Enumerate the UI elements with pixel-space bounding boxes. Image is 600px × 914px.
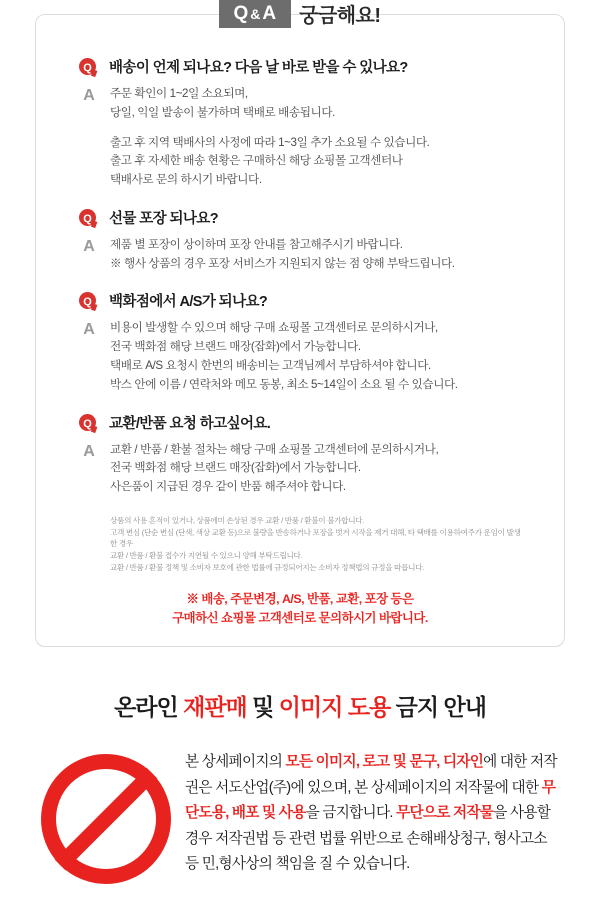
faq-question-row [78, 57, 522, 78]
faq-answer-lines [110, 441, 522, 497]
faq-answer-line: 출고 후 자세한 배송 현황은 구매하신 해당 쇼핑몰 고객센터나 [110, 154, 403, 168]
red-notice-line: 구매하신 쇼핑몰 고객센터로 문의하시기 바랍니다. [172, 610, 428, 625]
red-notice [78, 590, 522, 628]
question-mark-icon [78, 413, 100, 434]
copyright-title-part: 온라인 [114, 694, 184, 721]
answer-mark: A [83, 87, 95, 104]
question-mark-icon [78, 57, 100, 78]
answer-mark: A [83, 321, 95, 339]
faq-answer-line: 전국 백화점 해당 브랜드 매장(잡화)에서 가능합니다. [110, 461, 361, 475]
copyright-title [35, 689, 565, 722]
qa-title: 궁금해요! [299, 5, 381, 27]
faq-answer-line: 비용이 발생할 수 있으며 해당 구매 쇼핑몰 고객센터로 문의하시거나, [110, 321, 438, 335]
faq-answer-lines [110, 319, 522, 394]
copyright-title-part-highlight: 재판매 [183, 694, 247, 721]
faq-question-row [78, 208, 522, 229]
faq-answer-row [78, 85, 522, 190]
faq-item [78, 413, 522, 497]
fineprint-block [110, 515, 522, 574]
faq-item [78, 57, 522, 190]
copyright-text-highlight: 무단으로 저작물 [396, 805, 494, 822]
copyright-title-part: 금지 안내 [390, 694, 486, 721]
faq-answer-lines [110, 85, 522, 190]
answer-mark: A [83, 237, 95, 255]
svg-text:Q: Q [83, 417, 92, 430]
faq-answer-line: 전국 백화점 해당 브랜드 매장(잡화)에서 가능합니다. [110, 340, 361, 354]
faq-answer-line: 제품 별 포장이 상이하며 포장 안내를 참고해주시기 바랍니다. [110, 237, 403, 251]
faq-answer-line: 박스 안에 이름 / 연락처와 메모 동봉, 최소 5~14일이 소요 될 수 있습니다. [110, 377, 458, 391]
fineprint-line: 교환 / 반품 / 환불 접수가 지연될 수 있으니 양해 부탁드립니다. [110, 551, 303, 561]
qa-badge-q: Q [233, 3, 250, 24]
copyright-text-segment: 을 금지합니다. [305, 805, 397, 822]
copyright-text-highlight: 모든 이미지, 로고 및 문구, 디자인 [285, 754, 484, 771]
faq-answer-line: 사은품이 지급된 경우 같이 반품 해주셔야 합니다. [110, 480, 346, 494]
faq-question-text: 백화점에서 A/S가 되나요? [109, 294, 268, 311]
fineprint-line: 상품의 사용 흔적이 있거나, 상품에미 손상된 경우 교환 / 반품 / 환불이 불가합니다. [110, 515, 365, 525]
fineprint-line: 고객 변심 (단순 변심 (단색, 색상 교환 등)으로 불량을 반송하거나 포장을 벗겨 시작을 제거 대해, 타 택배를 이용하여주가 운임이 발생한 경우 [110, 527, 521, 549]
svg-text:Q: Q [83, 62, 92, 74]
qa-header [36, 0, 564, 28]
svg-text:Q: Q [83, 296, 92, 309]
faq-body [36, 49, 564, 628]
faq-answer-lines [110, 236, 522, 274]
faq-answer-line: 출고 후 지역 택배사의 사정에 따라 1~3일 추가 소요될 수 있습니다. [110, 135, 430, 149]
faq-answer-line: 주문 확인이 1~2일 소요되며, [110, 87, 248, 100]
faq-answer-row [78, 236, 522, 274]
faq-item [78, 208, 522, 274]
faq-question-row [78, 413, 522, 434]
copyright-title-part: 및 [246, 694, 279, 721]
qa-badge [219, 0, 291, 28]
copyright-paragraph [185, 748, 559, 878]
faq-answer-line: 택배로 A/S 요청시 한번의 배송비는 고객님께서 부담하셔야 합니다. [110, 359, 431, 373]
faq-answer-line: 교환 / 반품 / 환불 절차는 해당 구매 쇼핑몰 고객센터에 문의하시거나, [110, 442, 439, 456]
faq-answer-line: 당일, 익일 발송이 불가하며 택배로 배송됩니다. [110, 105, 335, 119]
faq-question-text: 배송이 언제 되나요? 다음 날 바로 받을 수 있나요? [109, 60, 408, 76]
answer-mark: A [83, 442, 95, 460]
faq-question-row [78, 291, 522, 312]
question-mark-icon [78, 208, 100, 229]
faq-card [35, 3, 565, 647]
faq-item [78, 291, 522, 394]
faq-answer-line: ※ 행사 상품의 경우 포장 서비스가 지원되지 않는 점 양해 부탁드립니다. [110, 256, 455, 270]
svg-text:Q: Q [83, 212, 92, 225]
copyright-section [35, 689, 565, 884]
faq-question-text: 교환/반품 요청 하고싶어요. [109, 415, 271, 432]
copyright-text-highlight: 무단도용, 배포 및 사용 [185, 779, 556, 822]
faq-question-text: 선물 포장 되나요? [109, 210, 218, 227]
fineprint-line: 교환 / 반품 / 환불 정책 및 소비자 보호에 관한 법률에 규정되어지는 소비자 정책법의 규정을 따릅니다. [110, 563, 424, 572]
no-entry-icon [41, 754, 171, 884]
copyright-text-segment: 본 상세페이지의 [185, 754, 286, 771]
copyright-content [35, 748, 565, 884]
copyright-text-segment: 에 대한 저작권은 서도산업(주)에 있으며, 본 상세페이지의 저작물에 대한 [185, 754, 557, 796]
question-mark-icon [78, 291, 100, 312]
faq-answer-row [78, 319, 522, 394]
red-notice-line: ※ 배송, 주문변경, A/S, 반품, 교환, 포장 등은 [186, 591, 414, 606]
qa-badge-a: A [262, 3, 278, 24]
faq-answer-row [78, 441, 522, 497]
qa-badge-amp: & [250, 5, 262, 22]
copyright-title-part-highlight: 이미지 도용 [278, 694, 391, 721]
copyright-text-segment: 을 사용할 경우 저작권법 등 관련 법률 위반으로 손해배상청구, 형사고소 등 민,형사상의 책임을 질 수 있습니다. [185, 805, 551, 873]
faq-answer-line: 택배사로 문의 하시기 바랍니다. [110, 173, 262, 187]
